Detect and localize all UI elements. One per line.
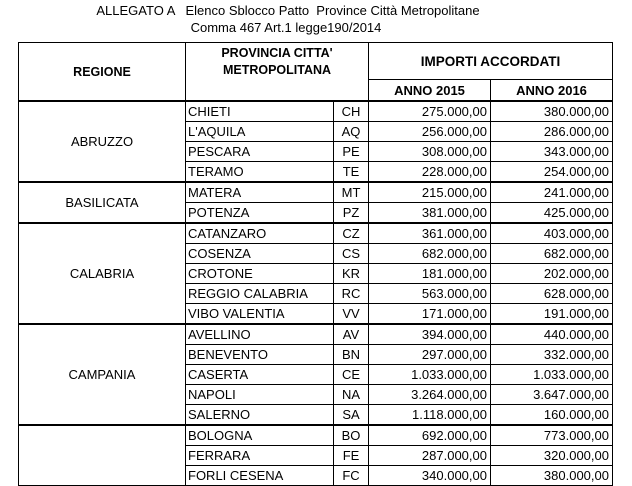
provincia-cell: FERRARA <box>186 446 334 466</box>
provincia-cell: CASERTA <box>186 365 334 385</box>
provincia-cell: POTENZA <box>186 203 334 224</box>
anno2016-cell: 3.647.000,00 <box>491 385 613 405</box>
provincia-header-line1: PROVINCIA CITTA' <box>221 46 333 60</box>
anno2015-cell: 1.118.000,00 <box>369 405 491 426</box>
sigla-cell: TE <box>334 162 369 183</box>
table-row <box>19 425 613 446</box>
provincia-cell: TERAMO <box>186 162 334 183</box>
anno2015-header: ANNO 2015 <box>369 80 491 102</box>
sigla-cell: CS <box>334 244 369 264</box>
anno2016-header: ANNO 2016 <box>491 80 613 102</box>
regione-cell <box>19 425 186 486</box>
table-row <box>19 324 613 345</box>
anno2015-cell: 692.000,00 <box>369 425 491 446</box>
provincia-cell: CATANZARO <box>186 223 334 244</box>
sigla-cell: MT <box>334 182 369 203</box>
anno2016-cell: 320.000,00 <box>491 446 613 466</box>
sigla-cell: VV <box>334 304 369 325</box>
provincia-cell: VIBO VALENTIA <box>186 304 334 325</box>
sigla-cell: BN <box>334 345 369 365</box>
sigla-cell: FC <box>334 466 369 486</box>
anno2016-cell: 440.000,00 <box>491 324 613 345</box>
regione-cell: BASILICATA <box>19 182 186 223</box>
anno2015-cell: 361.000,00 <box>369 223 491 244</box>
regione-cell: CAMPANIA <box>19 324 186 425</box>
provincia-cell: CROTONE <box>186 264 334 284</box>
document-title: ALLEGATO A Elenco Sblocco Patto Province Città Metropolitane <box>96 3 480 18</box>
sigla-cell: FE <box>334 446 369 466</box>
anno2016-cell: 191.000,00 <box>491 304 613 325</box>
anno2016-cell: 773.000,00 <box>491 425 613 446</box>
provincia-cell: L'AQUILA <box>186 122 334 142</box>
sigla-cell: KR <box>334 264 369 284</box>
anno2016-cell: 202.000,00 <box>491 264 613 284</box>
anno2015-cell: 1.033.000,00 <box>369 365 491 385</box>
anno2016-cell: 254.000,00 <box>491 162 613 183</box>
anno2016-cell: 682.000,00 <box>491 244 613 264</box>
sigla-cell: NA <box>334 385 369 405</box>
table-row <box>19 182 613 203</box>
anno2015-cell: 3.264.000,00 <box>369 385 491 405</box>
table-row <box>19 223 613 244</box>
sigla-cell: SA <box>334 405 369 426</box>
anno2016-cell: 1.033.000,00 <box>491 365 613 385</box>
provincia-cell: NAPOLI <box>186 385 334 405</box>
regione-cell: CALABRIA <box>19 223 186 324</box>
anno2015-cell: 171.000,00 <box>369 304 491 325</box>
provincia-cell: SALERNO <box>186 405 334 426</box>
importi-header: IMPORTI ACCORDATI <box>369 43 613 80</box>
anno2016-cell: 332.000,00 <box>491 345 613 365</box>
sigla-cell: CZ <box>334 223 369 244</box>
anno2016-cell: 403.000,00 <box>491 223 613 244</box>
anno2015-cell: 308.000,00 <box>369 142 491 162</box>
provincia-cell: CHIETI <box>186 101 334 122</box>
anno2015-cell: 340.000,00 <box>369 466 491 486</box>
anno2016-cell: 628.000,00 <box>491 284 613 304</box>
provincia-cell: BOLOGNA <box>186 425 334 446</box>
anno2016-cell: 241.000,00 <box>491 182 613 203</box>
sigla-cell: AQ <box>334 122 369 142</box>
provincia-cell: AVELLINO <box>186 324 334 345</box>
sigla-cell: CH <box>334 101 369 122</box>
sigla-cell: CE <box>334 365 369 385</box>
table-body <box>19 101 613 486</box>
provincia-cell: BENEVENTO <box>186 345 334 365</box>
sigla-cell: AV <box>334 324 369 345</box>
anno2015-cell: 215.000,00 <box>369 182 491 203</box>
anno2016-cell: 380.000,00 <box>491 101 613 122</box>
regione-cell: ABRUZZO <box>19 101 186 182</box>
sigla-cell: BO <box>334 425 369 446</box>
provincia-cell: FORLI CESENA <box>186 466 334 486</box>
provincia-header <box>186 43 369 102</box>
table-row <box>19 101 613 122</box>
anno2015-cell: 394.000,00 <box>369 324 491 345</box>
provincia-cell: MATERA <box>186 182 334 203</box>
regione-header: REGIONE <box>19 43 186 102</box>
anno2015-cell: 287.000,00 <box>369 446 491 466</box>
anno2015-cell: 256.000,00 <box>369 122 491 142</box>
importi-table <box>18 42 613 486</box>
anno2016-cell: 425.000,00 <box>491 203 613 224</box>
anno2015-cell: 381.000,00 <box>369 203 491 224</box>
anno2015-cell: 563.000,00 <box>369 284 491 304</box>
anno2016-cell: 160.000,00 <box>491 405 613 426</box>
anno2015-cell: 275.000,00 <box>369 101 491 122</box>
anno2016-cell: 343.000,00 <box>491 142 613 162</box>
anno2015-cell: 297.000,00 <box>369 345 491 365</box>
provincia-header-line2: METROPOLITANA <box>222 63 332 77</box>
anno2016-cell: 380.000,00 <box>491 466 613 486</box>
anno2015-cell: 181.000,00 <box>369 264 491 284</box>
sigla-cell: PE <box>334 142 369 162</box>
sigla-cell: RC <box>334 284 369 304</box>
document-subtitle: Comma 467 Art.1 legge190/2014 <box>190 20 382 35</box>
provincia-cell: COSENZA <box>186 244 334 264</box>
anno2015-cell: 228.000,00 <box>369 162 491 183</box>
anno2015-cell: 682.000,00 <box>369 244 491 264</box>
provincia-cell: PESCARA <box>186 142 334 162</box>
anno2016-cell: 286.000,00 <box>491 122 613 142</box>
provincia-cell: REGGIO CALABRIA <box>186 284 334 304</box>
sigla-cell: PZ <box>334 203 369 224</box>
